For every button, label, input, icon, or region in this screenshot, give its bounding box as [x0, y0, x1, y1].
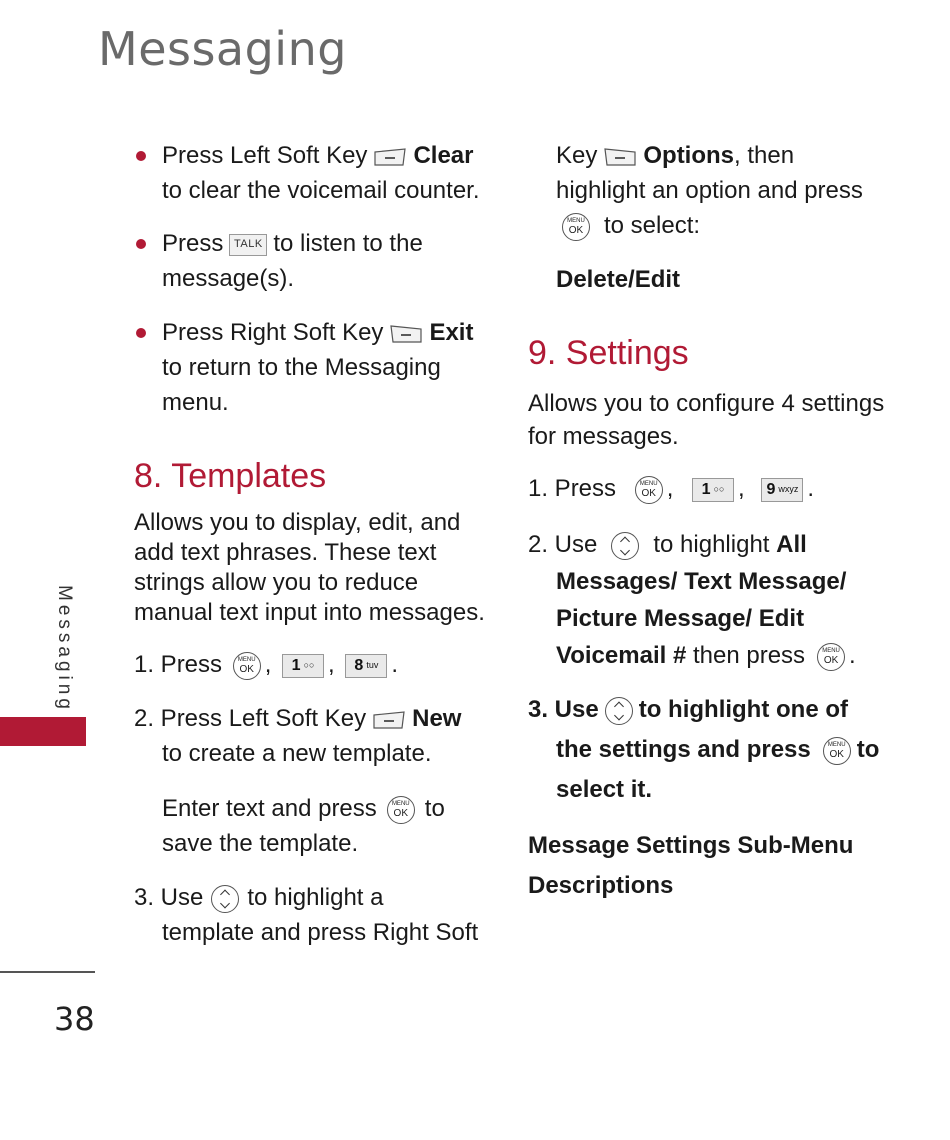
option-label: All — [776, 531, 807, 558]
footer-rule — [0, 971, 95, 973]
option-label: Messages/ Text Message/ — [556, 568, 847, 595]
step-text: to highlight one of — [638, 696, 848, 723]
bullet-exit — [162, 315, 473, 420]
navigation-key-icon — [211, 885, 239, 913]
key-1-voicemail-icon: 1 ○○ — [282, 654, 324, 678]
step-text: to — [424, 795, 445, 822]
left-soft-key-icon — [372, 710, 406, 730]
step-text: Enter text and press — [162, 795, 377, 822]
step-text: select it. — [556, 776, 653, 803]
description-line: manual text input into messages. — [134, 599, 485, 626]
right-soft-key-icon — [389, 324, 423, 344]
bullet-clear — [162, 138, 480, 208]
side-tab-label: Messaging — [54, 585, 75, 713]
description-line: add text phrases. These text — [134, 539, 437, 566]
exit-key-label: Exit — [429, 319, 474, 346]
templates-step-2-sub — [162, 791, 445, 861]
settings-heading: 9. Settings — [528, 334, 689, 372]
step-text: 1. Press — [134, 651, 223, 678]
navigation-key-icon — [611, 532, 639, 560]
step-text: 2. Use — [528, 531, 598, 558]
bullet-text: Press Right Soft Key — [162, 319, 384, 346]
step-text: then press — [692, 642, 806, 669]
subheading-line: Descriptions — [528, 872, 674, 899]
templates-description — [134, 508, 485, 628]
step-text: to create a new template. — [162, 740, 432, 767]
key-1-voicemail-icon: 1 ○○ — [692, 478, 734, 502]
menu-ok-icon: MENU OK — [817, 643, 845, 671]
right-soft-key-icon — [603, 147, 637, 167]
options-key-label: Options — [643, 142, 735, 169]
key-8-icon: 8 tuv — [345, 654, 387, 678]
bullet-talk — [162, 226, 423, 296]
bullet-text: Press Left Soft Key — [162, 142, 368, 169]
templates-step-3 — [134, 880, 478, 950]
step-text: the settings and press — [556, 736, 811, 763]
option-label: Voicemail # — [556, 642, 687, 669]
menu-ok-icon: MENU OK — [562, 213, 590, 241]
step-text: 3. Use — [134, 884, 204, 911]
settings-description — [528, 387, 884, 453]
bullet-text: to return to the Messaging — [162, 354, 441, 381]
step-text: save the template. — [162, 830, 359, 857]
bullet-text: Press — [162, 230, 224, 257]
page-title: Messaging — [98, 22, 347, 76]
delete-edit-label: Delete/Edit — [556, 266, 681, 293]
new-key-label: New — [412, 705, 462, 732]
navigation-key-icon — [605, 697, 633, 725]
description-line: for messages. — [528, 423, 679, 450]
menu-ok-icon: MENU OK — [387, 796, 415, 824]
step-text: to select: — [604, 212, 701, 239]
bullet-dot — [136, 151, 146, 161]
bullet-dot — [136, 239, 146, 249]
step-text: template and press Right Soft — [162, 919, 479, 946]
settings-step-1: 1. Press MENU OK , 1 ○○ , 9 wxyz . — [528, 475, 815, 502]
step-text: Key — [556, 142, 598, 169]
menu-ok-icon: MENU OK — [823, 737, 851, 765]
templates-heading: 8. Templates — [134, 457, 327, 495]
description-line: Allows you to display, edit, and — [134, 509, 461, 536]
step-text: 3. Use — [528, 696, 599, 723]
step-text: to — [856, 736, 880, 763]
clear-key-label: Clear — [413, 142, 474, 169]
option-label: Picture Message/ Edit — [556, 605, 805, 632]
step-text: to highlight a — [247, 884, 384, 911]
step-text: 1. Press — [528, 475, 617, 502]
settings-subheading — [528, 826, 853, 906]
templates-step-1: 1. Press MENU OK , 1 ○○ , 8 tuv . — [134, 651, 399, 678]
settings-step-2: 2. Use to highlight All Messages/ Text Message/ Picture Message/ Edit Voicemail # then press MENU OK . — [528, 531, 856, 669]
side-tab-bar — [0, 717, 86, 746]
step-text: , then — [734, 142, 795, 169]
bullet-dot — [136, 328, 146, 338]
bullet-text: menu. — [162, 389, 229, 416]
description-line: strings allow you to reduce — [134, 569, 419, 596]
left-soft-key-icon — [373, 147, 407, 167]
bullet-text: message(s). — [162, 265, 295, 292]
templates-step-2 — [134, 701, 461, 771]
step-text: highlight an option and press — [556, 177, 863, 204]
description-line: Allows you to configure 4 settings — [528, 390, 885, 417]
bullet-text: to listen to the — [273, 230, 423, 257]
settings-step-3 — [528, 690, 879, 810]
step-text: to highlight — [653, 531, 770, 558]
menu-ok-icon: MENU OK — [233, 652, 261, 680]
page-number: 38 — [54, 1000, 95, 1038]
talk-key-icon: TALK — [229, 234, 267, 256]
step-text: 2. Press Left Soft Key — [134, 705, 367, 732]
bullet-text: to clear the voicemail counter. — [162, 177, 480, 204]
subheading-line: Message Settings Sub-Menu — [528, 832, 854, 859]
key-9-icon: 9 wxyz — [761, 478, 803, 502]
menu-ok-icon: MENU OK — [635, 476, 663, 504]
side-tab — [44, 585, 84, 713]
templates-step-3-continued — [556, 138, 863, 243]
